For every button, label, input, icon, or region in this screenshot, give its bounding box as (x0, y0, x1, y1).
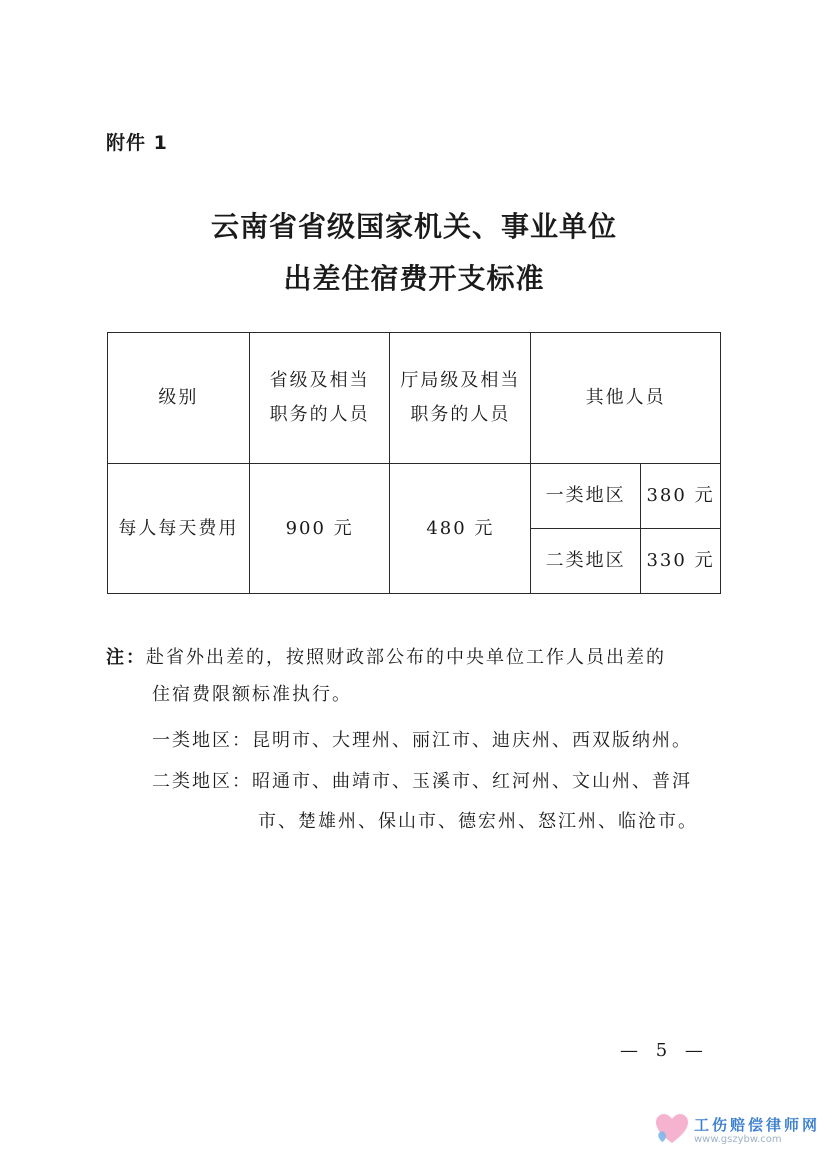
accommodation-standard-table (107, 332, 721, 594)
document-title-line2: 出差住宿费开支标准 (283, 262, 545, 295)
table-row (108, 464, 721, 529)
header-provincial: 省级及相当 职务的人员 (249, 333, 390, 464)
page-number: — 5 — (620, 1040, 709, 1061)
watermark-url: www.gszybw.com (694, 1134, 782, 1145)
header-others: 其他人员 (531, 333, 721, 464)
provincial-value: 900 元 (249, 464, 390, 594)
class1-label: 一类地区 (531, 464, 641, 529)
attachment-label: 附件 1 (106, 132, 168, 154)
class2-value: 330 元 (641, 529, 721, 594)
class1-value: 380 元 (641, 464, 721, 529)
row-label: 每人每天费用 (108, 464, 250, 594)
class2-label: 二类地区 (531, 529, 641, 594)
watermark (654, 1112, 824, 1148)
notes-line1: 赴省外出差的，按照财政部公布的中央单位工作人员出差的 (146, 647, 666, 668)
heart-logo-icon (654, 1112, 690, 1146)
notes-class2-line1: 二类地区：昭通市、曲靖市、玉溪市、红河州、文山州、普洱 (152, 771, 692, 792)
bureau-value: 480 元 (390, 464, 531, 594)
notes-label: 注： (106, 647, 146, 668)
notes-line2: 住宿费限额标准执行。 (152, 684, 352, 705)
notes-class1: 一类地区：昆明市、大理州、丽江市、迪庆州、西双版纳州。 (152, 730, 692, 751)
header-bureau: 厅局级及相当 职务的人员 (390, 333, 531, 464)
notes-class2-line2: 市、楚雄州、保山市、德宏州、怒江州、临沧市。 (258, 811, 698, 832)
document-title-line1: 云南省省级国家机关、事业单位 (210, 210, 617, 243)
table-header-row (108, 333, 721, 464)
watermark-text: 工伤赔偿律师网 (694, 1116, 821, 1134)
header-level: 级别 (108, 333, 250, 464)
